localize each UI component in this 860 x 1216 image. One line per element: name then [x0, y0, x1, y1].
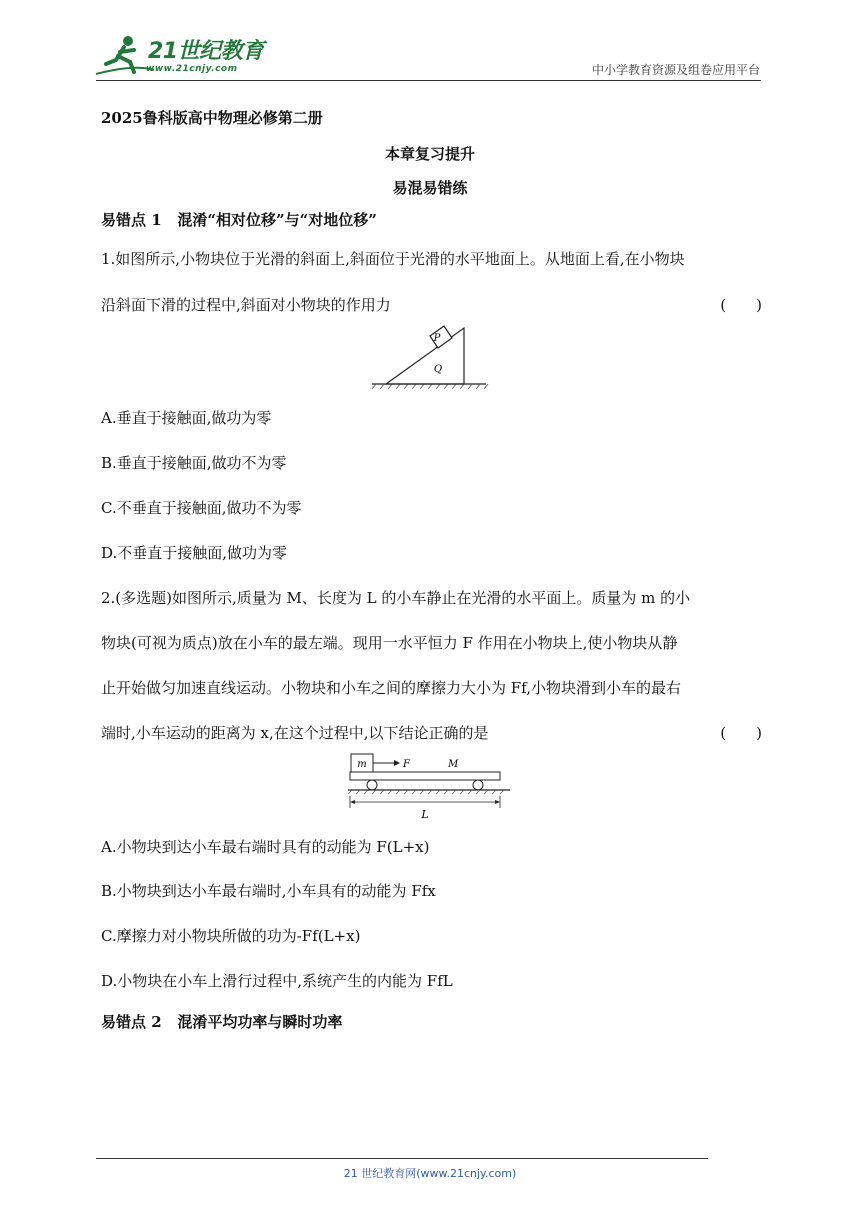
error-point-2	[101, 1011, 342, 1032]
q2-text-line: 物块(可视为质点)放在小车的最左端。现用一水平恒力 F 作用在小物块上,使小物块从静	[101, 634, 678, 652]
q2-answer-paren: ( )	[720, 724, 762, 742]
q1-text-line: 1.如图所示,小物块位于光滑的斜面上,斜面位于光滑的水平地面上。从地面上看,在小物块	[101, 250, 685, 268]
chapter-title: 本章复习提升	[384, 145, 475, 163]
book-title: 2025鲁科版高中物理必修第二册	[101, 109, 323, 127]
length-l-label: L	[421, 808, 429, 821]
q2-option-a: A.小物块到达小车最右端时具有的动能为 F(L+x)	[101, 838, 430, 856]
error-point-label: 易错点 2	[101, 1013, 162, 1031]
cart-m-label: M	[448, 759, 459, 770]
q1-text-line: 沿斜面下滑的过程中,斜面对小物块的作用力	[101, 296, 391, 314]
error-point-title: 混淆“相对位移”与“对地位移”	[177, 211, 377, 229]
incline-figure	[368, 320, 490, 392]
q1-option-b: B.垂直于接触面,做功不为零	[101, 454, 287, 472]
block-m-label: m	[357, 759, 367, 770]
q2-option-b: B.小物块到达小车最右端时,小车具有的动能为 Ffx	[101, 882, 436, 900]
block-p-label: P	[433, 333, 441, 344]
q1-option-c: C.不垂直于接触面,做功不为零	[101, 499, 302, 517]
error-point-1	[101, 209, 377, 230]
force-f-label: F	[403, 759, 410, 770]
cart-figure	[346, 752, 512, 824]
footer-link[interactable]: 21 世纪教育网(www.21cnjy.com)	[343, 1167, 517, 1180]
section-title: 易混易错练	[392, 179, 468, 197]
logo-url: www.21cnjy.com	[146, 64, 238, 74]
q2-option-d: D.小物块在小车上滑行过程中,系统产生的内能为 FfL	[101, 972, 453, 990]
footer-divider	[96, 1158, 708, 1159]
q1-answer-paren: ( )	[720, 296, 762, 314]
header-tagline: 中小学教育资源及组卷应用平台	[591, 63, 760, 77]
q2-option-c: C.摩擦力对小物块所做的功为-Ff(L+x)	[101, 927, 361, 945]
q2-text-line: 止开始做匀加速直线运动。小物块和小车之间的摩擦力大小为 Ff,小物块滑到小车的最右	[101, 679, 681, 697]
q1-option-d: D.不垂直于接触面,做功为零	[101, 544, 288, 562]
header-divider	[96, 80, 761, 81]
q2-text-line: 2.(多选题)如图所示,质量为 M、长度为 L 的小车静止在光滑的水平面上。质量为 m 的小	[101, 589, 691, 607]
error-point-label: 易错点 1	[101, 211, 162, 229]
error-point-title: 混淆平均功率与瞬时功率	[177, 1013, 343, 1031]
q1-option-a: A.垂直于接触面,做功为零	[101, 409, 272, 427]
logo-text: 21世纪教育	[148, 39, 264, 64]
q2-text-line: 端时,小车运动的距离为 x,在这个过程中,以下结论正确的是	[101, 724, 489, 742]
wedge-q-label: Q	[433, 364, 443, 375]
